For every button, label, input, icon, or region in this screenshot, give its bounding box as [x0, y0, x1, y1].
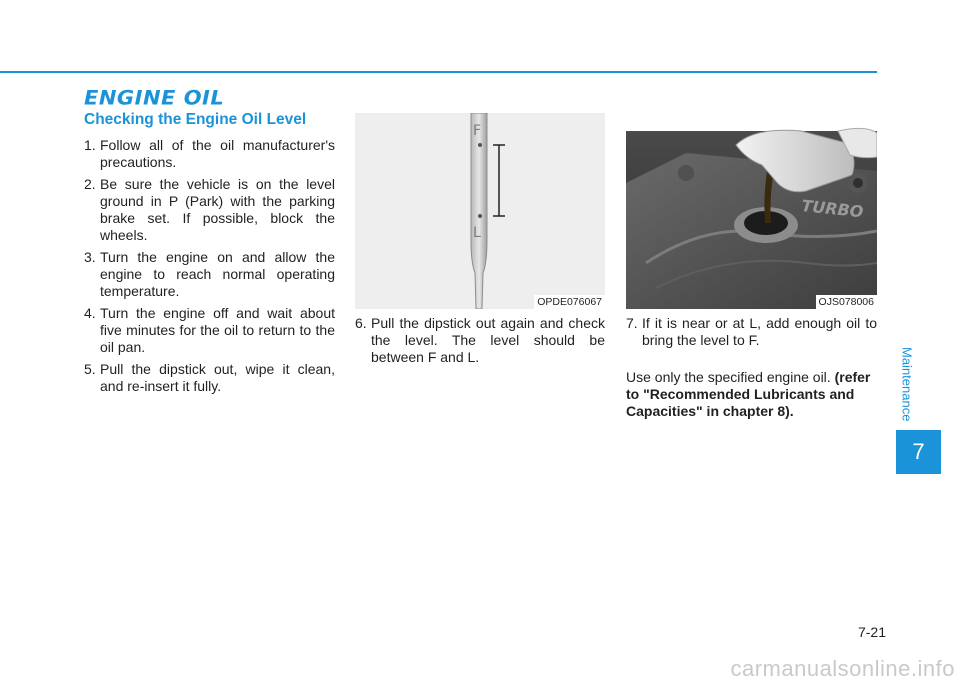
section-title: ENGINE OIL	[84, 86, 225, 110]
dipstick-column	[355, 113, 605, 366]
note-text: Use only the specified engine oil.	[626, 369, 831, 385]
page-number: 7-21	[857, 624, 886, 640]
list-item	[84, 361, 335, 395]
step-text: Turn the engine off and wait about five minutes for the oil to return to the oil pan.	[100, 305, 335, 355]
step-text: Pull the dipstick out, wipe it clean, and re-insert it fully.	[100, 361, 335, 394]
dipstick-mark-f: F	[473, 123, 482, 139]
engine-cover-text: TURBO	[800, 196, 865, 222]
dipstick-illustration	[355, 113, 605, 309]
step-number: 6.	[355, 315, 367, 331]
step-number: 3.	[84, 249, 96, 265]
step-number: 7.	[626, 315, 638, 331]
side-tab-label: Maintenance	[899, 346, 915, 422]
dipstick-hole-upper	[478, 143, 482, 147]
step-7	[626, 315, 877, 349]
watermark: carmanualsonline.info	[730, 656, 955, 681]
chapter-tab: 7	[896, 430, 941, 474]
step-text: If it is near or at L, add enough oil to bring the level to F.	[642, 315, 877, 348]
list-item	[84, 305, 335, 356]
step-number: 2.	[84, 176, 96, 192]
step-text: Follow all of the oil manufacturer's precautions.	[100, 137, 335, 170]
engine-figure	[626, 113, 877, 309]
list-item	[84, 137, 335, 171]
subsection-title: Checking the Engine Oil Level	[84, 111, 307, 128]
step-number: 5.	[84, 361, 96, 377]
engine-oil-fill-illustration	[626, 113, 877, 309]
step-text: Be sure the vehicle is on the level ground in P (Park) with the parking brake set. If possible, block the wheels.	[100, 176, 335, 243]
list-item	[84, 176, 335, 244]
dipstick-mark-l: L	[473, 225, 481, 241]
step-6	[355, 315, 605, 366]
oil-note	[626, 369, 877, 420]
refill-column	[626, 113, 877, 420]
step-text: Turn the engine on and allow the engine to reach normal operating temperature.	[100, 249, 335, 299]
step-number: 4.	[84, 305, 96, 321]
step-text: Pull the dipstick out again and check the level. The level should be between F and L.	[371, 315, 605, 365]
figure-code: OPDE076067	[534, 295, 605, 309]
dipstick-hole-lower	[478, 214, 482, 218]
note-reference: (refer to "Recommended Lubricants and Capacities" in chapter 8).	[626, 369, 871, 419]
step-number: 1.	[84, 137, 96, 153]
figure-code: OJS078006	[816, 295, 877, 309]
steps-list	[84, 137, 335, 400]
list-item	[84, 249, 335, 300]
header-rule	[0, 71, 877, 73]
dipstick-figure	[355, 113, 605, 309]
